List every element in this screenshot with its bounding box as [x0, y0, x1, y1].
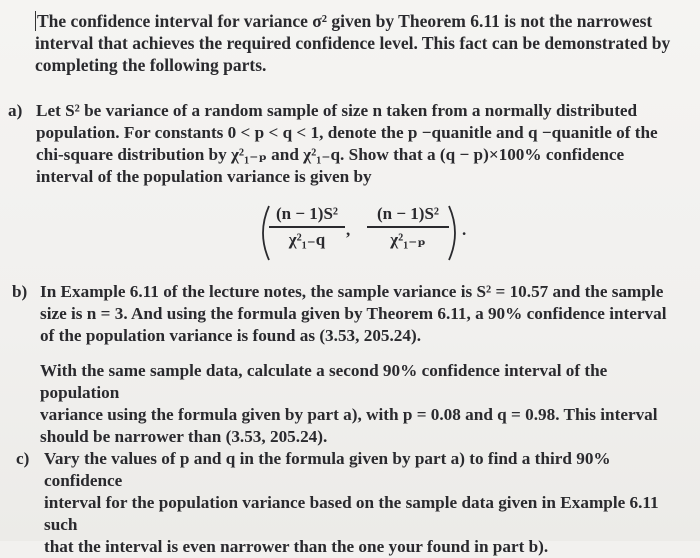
- intro-paragraph: [35, 10, 675, 76]
- lower-numerator: (n − 1)S²: [275, 204, 338, 223]
- part-b2-line-3: should be narrower than (3.53, 205.24).: [40, 427, 328, 446]
- intro-line-1: The confidence interval for variance σ² given by Theorem 6.11 is not the narrowest: [37, 11, 653, 31]
- part-b: [12, 281, 677, 347]
- lower-bound-fraction: [269, 204, 345, 250]
- upper-numerator: (n − 1)S²: [376, 204, 439, 223]
- part-c-text: [44, 448, 676, 558]
- interval-formula: [259, 202, 469, 264]
- part-b2-line-2: variance using the formula given by part a), with p = 0.08 and q = 0.98. This interval: [40, 405, 658, 424]
- formula-comma: ,: [346, 220, 351, 239]
- part-c-line-3: that the interval is even narrower than the one your found in part b).: [44, 537, 549, 556]
- upper-denominator: χ²₁₋ₚ: [390, 229, 426, 249]
- part-b-paragraph-2: [40, 360, 670, 448]
- part-a-line-3: chi-square distribution by χ²₁₋ₚ and χ²₁₋q. Show that a (q − p)×100% confidence: [36, 145, 625, 164]
- part-c-line-2: interval for the population variance based on the sample data given in Example 6.11 such: [44, 493, 659, 534]
- part-b2-line-1: With the same sample data, calculate a second 90% confidence interval of the population: [40, 361, 608, 402]
- part-a-line-1: Let S² be variance of a random sample of size n taken from a normally distributed: [36, 101, 638, 120]
- part-b-text: [40, 281, 677, 347]
- lower-fraction-bar: [269, 226, 345, 228]
- lower-denominator: χ²₁₋q: [288, 229, 326, 249]
- part-c-line-1: Vary the values of p and q in the formula given by part a) to find a third 90% confidence: [44, 449, 611, 490]
- part-b-marker: b): [12, 282, 28, 301]
- part-a-line-2: population. For constants 0 < p < q < 1, denote the p −quanitle and q −quanitle of the: [36, 123, 658, 142]
- part-a-marker: a): [8, 101, 23, 120]
- part-b-line-2: size is n = 3. And using the formula given by Theorem 6.11, a 90% confidence interval: [40, 304, 667, 323]
- intro-line-3: completing the following parts.: [35, 55, 267, 75]
- intro-line-2: interval that achieves the required confidence level. This fact can be demonstrated by: [35, 33, 671, 53]
- part-b-line-1: In Example 6.11 of the lecture notes, the sample variance is S² = 10.57 and the sample: [40, 282, 664, 301]
- text-cursor: [35, 11, 36, 31]
- upper-bound-fraction: [367, 204, 449, 250]
- upper-fraction-bar: [367, 226, 449, 228]
- part-c: [16, 448, 676, 558]
- formula-period: .: [462, 220, 467, 239]
- part-a-text: [36, 100, 683, 188]
- part-a: [8, 100, 683, 188]
- part-b-line-3: of the population variance is found as (3.53, 205.24).: [40, 326, 422, 345]
- part-c-marker: c): [16, 449, 30, 468]
- part-a-line-4: interval of the population variance is given by: [36, 167, 372, 186]
